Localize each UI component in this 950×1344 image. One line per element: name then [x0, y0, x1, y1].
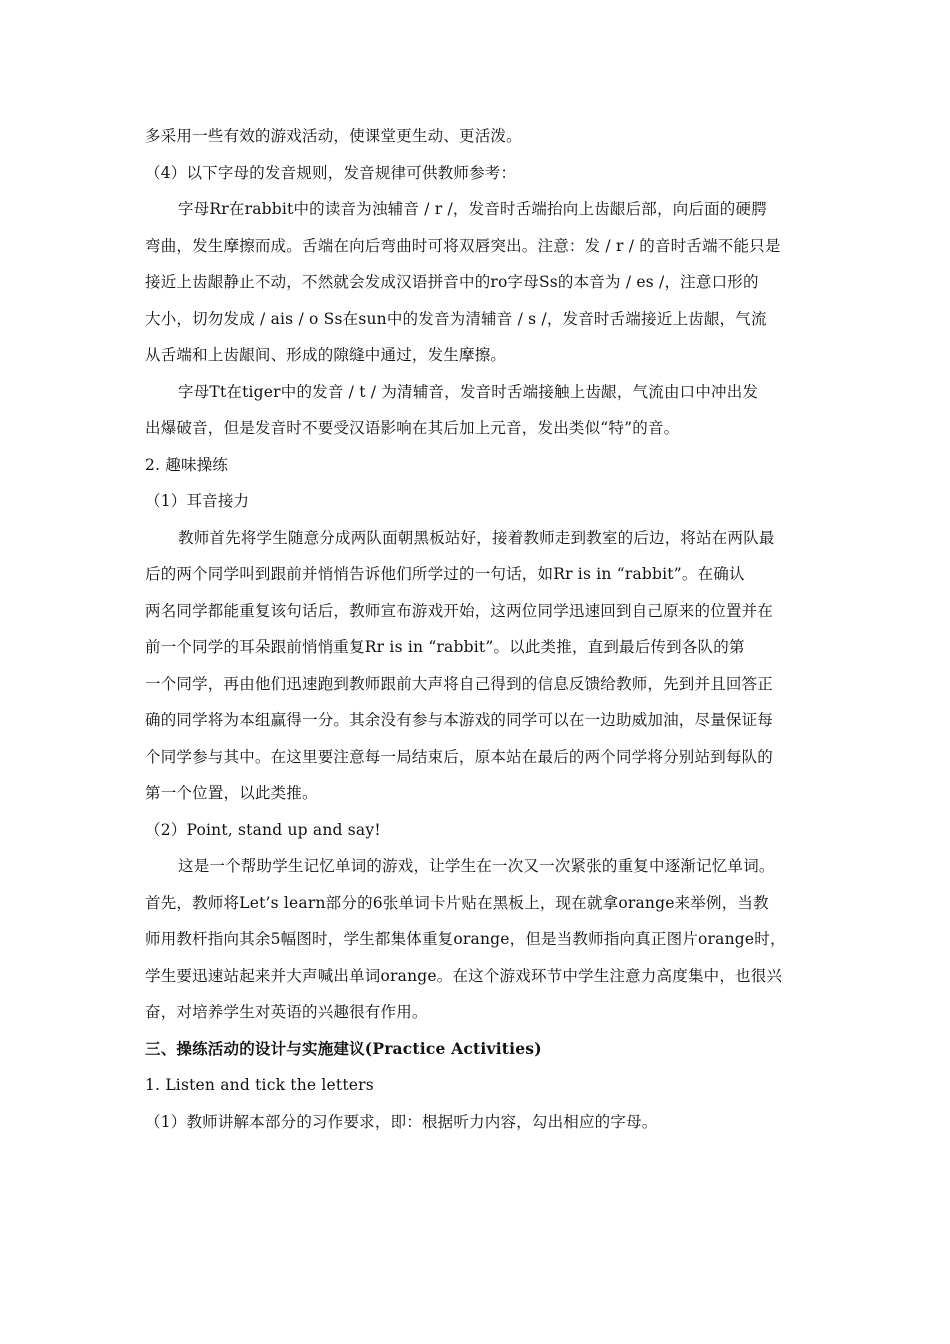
paragraph-line: 教师首先将学生随意分成两队面朝黑板站好，接着教师走到教室的后边，将站在两队最	[178, 528, 775, 547]
chapter-heading: 三、操练活动的设计与实施建议(Practice Activities)	[145, 1038, 542, 1058]
paragraph-line: 大小，切勿发成 / ais / o Ss在sun中的发音为清辅音 / s /，发音时舌端接近上齿龈，气流	[145, 309, 767, 328]
paragraph-line: 后的两个同学叫到跟前并悄悄告诉他们所学过的一句话，如Rr is in “rabbit”。在确认	[145, 565, 745, 583]
paragraph-line: 确的同学将为本组赢得一分。其余没有参与本游戏的同学可以在一边助威加油，尽量保证每	[145, 711, 774, 729]
paragraph-line: 一个同学，再由他们迅速跑到教师跟前大声将自己得到的信息反馈给教师，先到并且回答正	[145, 674, 774, 693]
paragraph-line: 这是一个帮助学生记忆单词的游戏，让学生在一次又一次紧张的重复中逐渐记忆单词。	[178, 857, 775, 875]
paragraph-line: 奋，对培养学生对英语的兴趣很有作用。	[145, 1003, 428, 1021]
paragraph-line: 前一个同学的耳朵跟前悄悄重复Rr is in “rabbit”。以此类推，直到最后传到各队的第	[145, 638, 745, 656]
paragraph-line: 接近上齿龈静止不动，不然就会发成汉语拼音中的ro字母Ss的本音为 / es /，注意口形的	[145, 273, 759, 291]
section-heading: 1. Listen and tick the letters	[145, 1076, 374, 1094]
paragraph-line: 字母Rr在rabbit中的读音为浊辅音 / r /，发音时舌端抬向上齿龈后部，向后面的硬腭	[178, 200, 767, 218]
paragraph-line: 多采用一些有效的游戏活动，使课堂更生动、更活泼。	[145, 127, 522, 145]
subheading-line: （2）Point, stand up and say!	[145, 820, 381, 839]
subheading-line: （1）教师讲解本部分的习作要求，即：根据听力内容，勾出相应的字母。	[145, 1112, 658, 1131]
subheading-line: （4）以下字母的发音规则，发音规律可供教师参考：	[145, 163, 517, 182]
paragraph-line: 从舌端和上齿龈间、形成的隙缝中通过，发生摩擦。	[145, 346, 507, 364]
section-heading: 2. 趣味操练	[145, 455, 229, 474]
paragraph-line: 字母Tt在tiger中的发音 / t / 为清辅音，发音时舌端接触上齿龈，气流由口中冲出发	[178, 382, 759, 401]
paragraph-line: 弯曲，发生摩擦而成。舌端在向后弯曲时可将双唇突出。注意：发 / r / 的音时舌端不能只是	[145, 236, 781, 255]
paragraph-line: 学生要迅速站起来并大声喊出单词orange。在这个游戏环节中学生注意力高度集中，也很兴	[145, 966, 783, 985]
subheading-line: （1）耳音接力	[145, 492, 250, 510]
paragraph-line: 出爆破音，但是发音时不要受汉语影响在其后加上元音，发出类似“特”的音。	[145, 419, 680, 437]
paragraph-line: 首先，教师将Let’s learn部分的6张单词卡片贴在黑板上，现在就拿orange来举例，当教	[145, 893, 769, 912]
paragraph-line: 两名同学都能重复该句话后，教师宣布游戏开始，这两位同学迅速回到自己原来的位置并在	[145, 601, 774, 620]
paragraph-line: 第一个位置，以此类推。	[145, 784, 318, 802]
paragraph-line: 师用教杆指向其余5幅图时，学生都集体重复orange，但是当教师指向真正图片orange时，	[145, 930, 786, 948]
paragraph-line: 个同学参与其中。在这里要注意每一局结束后，原本站在最后的两个同学将分别站到每队的	[145, 747, 774, 766]
